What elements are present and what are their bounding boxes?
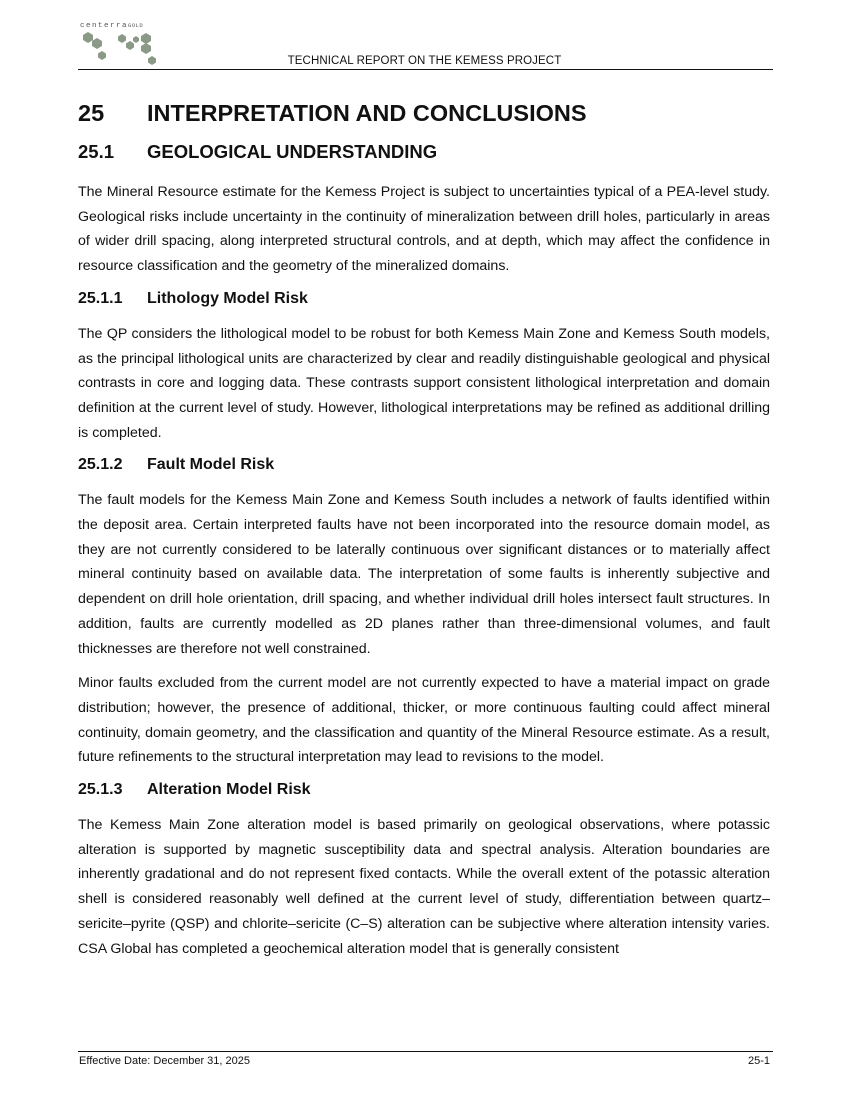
page-content (78, 98, 770, 971)
subsection-heading-25-1-3 (78, 780, 770, 800)
paragraph: The QP considers the lithological model to be robust for both Kemess Main Zone and Kemess South models, as the principal lithological units are characterized by clear and readily distinguishable geological and physical contrasts in core and logging data. These contrasts support consistent lithological interpretation and domain definition at the current level of study. However, lithological interpretations may be refined as additional drilling is completed. (78, 325, 770, 441)
section-heading (78, 98, 770, 128)
paragraph: The fault models for the Kemess Main Zone and Kemess South includes a network of faults identified within the deposit area. Certain interpreted faults have not been incorporated into the resource domain model, as they are not currently considered to be laterally continuous over significant distances or to materially affect mineral continuity based on available data. The interpretation of some faults is inherently subjective and dependent on drill hole orientation, drill spacing, and whether individual drill holes intersect fault structures. In addition, faults are currently modelled as 2D planes rather than three-dimensional volumes, and fault thicknesses are therefore not well constrained. (78, 492, 770, 657)
paragraph: The Kemess Main Zone alteration model is based primarily on geological observations, where potassic alteration is supported by magnetic susceptibility data and spectral analysis. Alteration boundaries are inherently gradational and do not represent fixed contacts. While the overall extent of the potassic alteration shell is considered reasonably well defined at the current level of study, differentiation between quartz–sericite–pyrite (QSP) and chlorite–sericite (C–S) alteration can be subjective where alteration intensity varies. CSA Global has completed a geochemical alteration model that is generally consistent (78, 817, 770, 957)
effective-date: Effective Date: December 31, 2025 (79, 1055, 251, 1067)
page-number: 25-1 (747, 1055, 770, 1067)
subsection-number: 25.1.3 (78, 781, 123, 799)
subsection-title: Lithology Model Risk (147, 289, 308, 307)
subsection-heading-25-1-2 (78, 455, 770, 475)
subsection-title: Fault Model Risk (147, 456, 275, 474)
subsection-number: 25.1 (78, 141, 115, 162)
paragraph: Minor faults excluded from the current model are not currently expected to have a material impact on grade distribution; however, the presence of additional, thicker, or more continuous faulting could affect mineral continuity, domain geometry, and the classification and quantity of the Mineral Resource estimate. As a result, future refinements to the structural interpretation may lead to revisions to the model. (78, 675, 770, 766)
section-number: 25 (78, 100, 105, 126)
footer-divider (78, 1051, 773, 1052)
subsection-title: GEOLOGICAL UNDERSTANDING (147, 141, 438, 162)
section-title: INTERPRETATION AND CONCLUSIONS (147, 100, 587, 126)
subsection-heading-25-1-1 (78, 289, 770, 309)
subsection-title: Alteration Model Risk (147, 781, 311, 799)
report-header-title: TECHNICAL REPORT ON THE KEMESS PROJECT (287, 55, 562, 67)
paragraph: The Mineral Resource estimate for the Kemess Project is subject to uncertainties typical of a PEA-level study. Geological risks include uncertainty in the continuity of mineralization between drill holes, particularly in areas of wider drill spacing, along interpreted structural controls, and at depth, which may affect the confidence in resource classification and the geometry of the mineralized domains. (78, 184, 770, 275)
subsection-number: 25.1.2 (78, 456, 123, 474)
logo-wordmark: centerraGOLD (80, 22, 144, 30)
header-divider (78, 69, 773, 70)
subsection-number: 25.1.1 (78, 289, 123, 307)
subsection-heading-25-1 (78, 140, 770, 164)
